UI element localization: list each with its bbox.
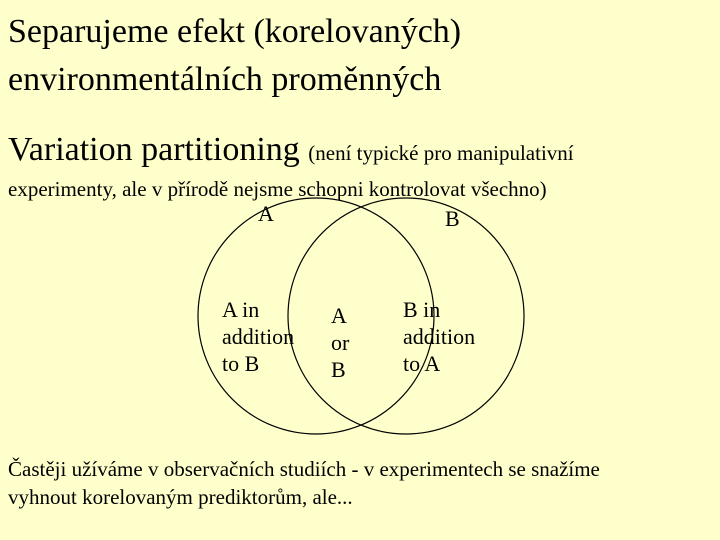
title-line-2: environmentálních proměnných — [8, 61, 442, 98]
overlap-line-1: A — [331, 303, 347, 328]
venn-region-b-only — [403, 296, 475, 377]
bottom-line-2: vyhnout korelovaným prediktorům, ale... — [8, 485, 353, 509]
bottom-line-1: Častěji užíváme v observačních studiích - v experimentech se snažíme — [8, 457, 600, 481]
b-only-line-1: B in — [403, 297, 441, 322]
overlap-line-2: or — [331, 330, 350, 355]
bottom-text — [8, 455, 600, 511]
overlap-line-3: B — [331, 357, 346, 382]
a-only-line-1: A in — [222, 297, 260, 322]
vp-note-line-2: experimenty, ale v přírodě nejsme schopni kontrolovat všechno) — [8, 177, 547, 201]
title-line-1: Separujeme efekt (korelovaných) — [8, 13, 462, 50]
venn-label-b: B — [445, 206, 460, 231]
venn-region-overlap — [331, 302, 349, 383]
a-only-line-2: addition — [222, 324, 295, 349]
venn-label-a: A — [258, 201, 274, 226]
vp-note-line-1: (není typické pro manipulativní — [308, 141, 574, 165]
venn-region-a-only — [222, 296, 294, 377]
vp-heading-text: Variation partitioning — [8, 131, 300, 168]
b-only-line-3: to A — [403, 351, 441, 376]
a-only-line-3: to B — [222, 351, 260, 376]
b-only-line-2: addition — [403, 324, 476, 349]
